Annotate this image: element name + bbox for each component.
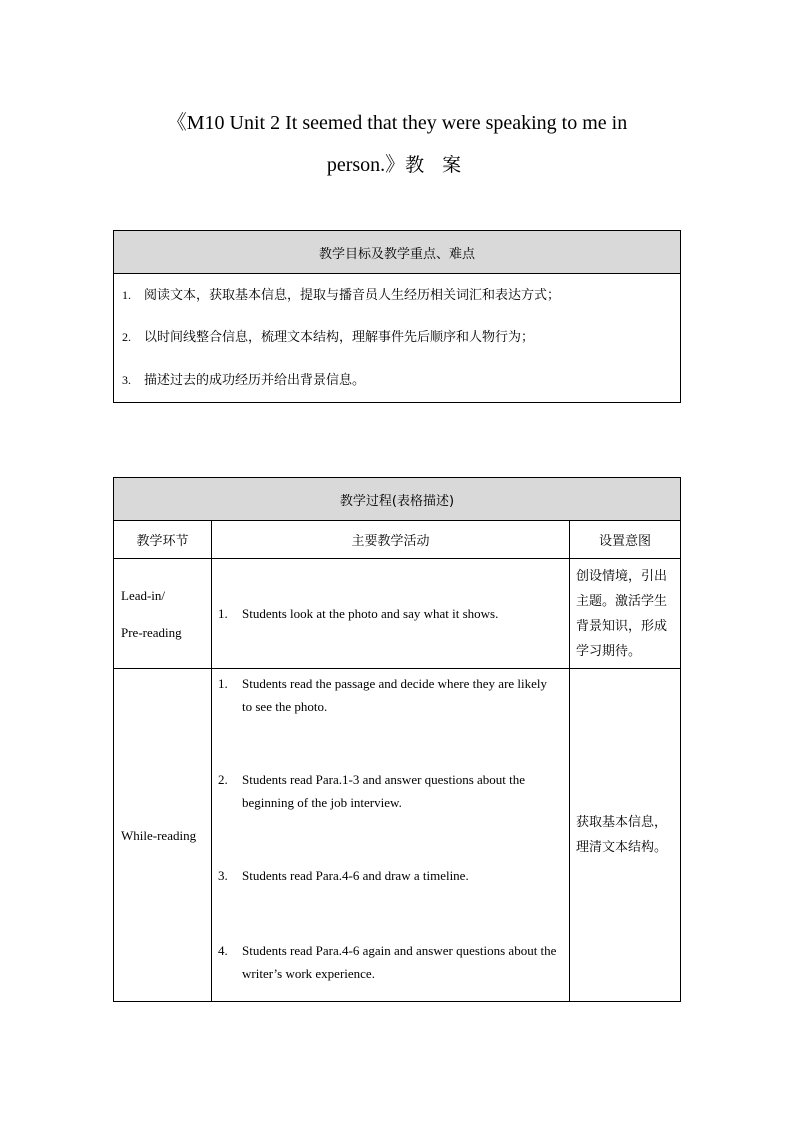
document-title-line2 [0, 148, 794, 177]
table-row [114, 669, 681, 1002]
objectives-table [113, 230, 681, 403]
objectives-list [114, 274, 681, 403]
activity-item: 2. Students read Para.1-3 and answer questions about the beginning of the job interview. [218, 772, 526, 810]
objective-item: 2. 以时间线整合信息，梳理文本结构，理解事件先后顺序和人物行为； [122, 330, 535, 345]
process-header: 教学过程(表格描述) [114, 478, 681, 521]
title-line2-english: person.》 [326, 154, 406, 176]
objectives-header: 教学目标及教学重点、难点 [114, 231, 681, 274]
document-title-line1: 《M10 Unit 2 It seemed that they were speaking to me in [166, 112, 628, 134]
objective-item: 1. 阅读文本，获取基本信息，提取与播音员人生经历相关词汇和表达方式； [122, 288, 561, 303]
column-header-purpose: 设置意图 [570, 521, 681, 559]
stage-cell: Lead-in/ Pre-reading [114, 559, 212, 669]
activity-item: 1. Students look at the photo and say what it shows. [218, 606, 499, 621]
stage-cell: While-reading [114, 669, 212, 1002]
purpose-cell: 获取基本信息，理清文本结构。 [570, 669, 681, 1002]
purpose-cell: 创设情境，引出主题。激活学生背景知识，形成学习期待。 [570, 559, 681, 669]
activity-item: 4. Students read Para.4-6 again and answer questions about the writer’s work experience. [218, 943, 557, 981]
column-header-activities: 主要教学活动 [212, 521, 570, 559]
activity-item: 3. Students read Para.4-6 and draw a timeline. [218, 868, 469, 883]
process-table [113, 477, 681, 1002]
activities-cell [212, 559, 570, 669]
table-row [114, 559, 681, 669]
objective-item: 3. 描述过去的成功经历并给出背景信息。 [122, 373, 366, 388]
column-header-stage: 教学环节 [114, 521, 212, 559]
activities-cell [212, 669, 570, 1002]
title-line2-chinese: 教 案 [405, 154, 468, 176]
activity-item: 1. Students read the passage and decide where they are likely to see the photo. [218, 676, 548, 714]
